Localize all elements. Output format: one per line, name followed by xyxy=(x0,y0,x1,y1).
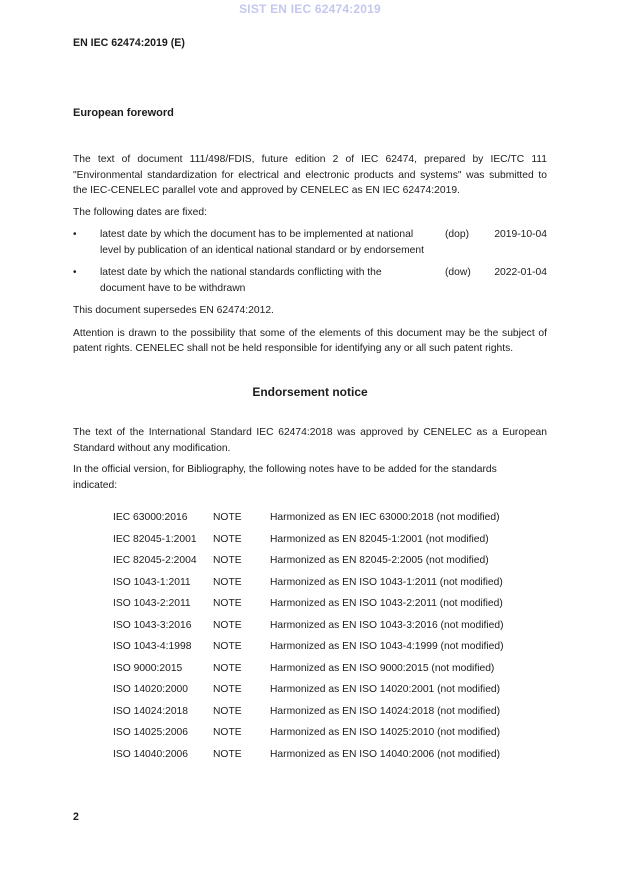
note-row xyxy=(113,510,547,526)
note-harmonized: Harmonized as EN ISO 14040:2006 (not modified) xyxy=(270,748,501,760)
paragraph-line: the IEC-CENELEC parallel vote and approved by CENELEC as EN IEC 62474:2019. xyxy=(73,185,460,196)
paragraph-line: The text of document 111/498/FDIS, future edition 2 of IEC 62474, prepared by IEC/TC 111 xyxy=(73,154,547,165)
note-standard: ISO 14025:2006 xyxy=(113,727,188,738)
sist-watermark-header: SIST EN IEC 62474:2019 xyxy=(239,2,381,16)
paragraph-line: Standard without any modification. xyxy=(73,442,231,454)
note-row xyxy=(113,532,547,548)
note-harmonized: Harmonized as EN ISO 1043-2:2011 (not modified) xyxy=(270,598,503,609)
note-row xyxy=(113,704,547,720)
note-standard: IEC 82045-2:2004 xyxy=(113,555,197,566)
note-harmonized: Harmonized as EN ISO 1043-1:2011 (not modified) xyxy=(270,576,503,588)
document-reference: EN IEC 62474:2019 (E) xyxy=(73,37,185,49)
dow-description xyxy=(100,265,445,296)
note-row xyxy=(113,553,547,569)
bullet-icon: • xyxy=(73,229,77,240)
paragraph-line: level by publication of an identical national standard or by endorsement xyxy=(100,244,424,256)
note-harmonized: Harmonized as EN ISO 1043-3:2016 (not modified) xyxy=(270,619,504,631)
note-label: NOTE xyxy=(213,662,242,674)
note-row xyxy=(113,575,547,591)
bibliography-notes-paragraph xyxy=(73,462,547,493)
paragraph-line: "Environmental standardization for electrical and electronic products and systems" was submitted to xyxy=(73,169,547,181)
note-harmonized: Harmonized as EN ISO 14025:2010 (not modified) xyxy=(270,727,501,738)
patent-rights-paragraph xyxy=(73,326,547,357)
note-label: NOTE xyxy=(213,705,242,717)
note-standard: ISO 1043-1:2011 xyxy=(113,576,191,588)
dop-label: (dop) xyxy=(445,229,470,240)
note-row xyxy=(113,639,547,655)
note-standard: ISO 1043-2:2011 xyxy=(113,598,191,609)
note-standard: ISO 14040:2006 xyxy=(113,748,188,760)
note-row xyxy=(113,682,547,698)
note-standard: ISO 14024:2018 xyxy=(113,705,188,717)
harmonized-notes-list xyxy=(113,510,547,762)
dow-label: (dow) xyxy=(445,267,471,278)
fixed-dates-intro: The following dates are fixed: xyxy=(73,206,207,218)
foreword-intro-paragraph xyxy=(73,152,547,199)
note-label: NOTE xyxy=(213,748,242,760)
note-label: NOTE xyxy=(213,619,242,631)
paragraph-line: Attention is drawn to the possibility that some of the elements of this document may be the subject of xyxy=(73,327,547,339)
note-standard: ISO 1043-3:2016 xyxy=(113,619,192,631)
note-label: NOTE xyxy=(213,684,242,695)
note-standard: IEC 82045-1:2001 xyxy=(113,533,197,545)
note-harmonized: Harmonized as EN 82045-2:2005 (not modified) xyxy=(270,555,489,566)
foreword-heading: European foreword xyxy=(73,106,174,119)
paragraph-line: patent rights. CENELEC shall not be held responsible for identifying any or all such patent rights. xyxy=(73,343,514,354)
endorsement-approval-paragraph xyxy=(73,425,547,456)
paragraph-line: latest date by which the document has to be implemented at national xyxy=(100,229,414,240)
note-standard: IEC 63000:2016 xyxy=(113,512,188,523)
dop-date-item xyxy=(73,227,547,258)
note-harmonized: Harmonized as EN ISO 14024:2018 (not modified) xyxy=(270,705,501,717)
dow-date-item xyxy=(73,265,547,296)
dop-description xyxy=(100,227,445,258)
note-row xyxy=(113,747,547,763)
note-harmonized: Harmonized as EN IEC 63000:2018 (not modified) xyxy=(270,512,500,523)
dop-date: 2019-10-04 xyxy=(494,229,547,240)
note-label: NOTE xyxy=(213,727,242,738)
note-label: NOTE xyxy=(213,512,242,523)
paragraph-line: indicated: xyxy=(73,479,118,491)
note-row xyxy=(113,661,547,677)
paragraph-line: In the official version, for Bibliography, the following notes have to be added for the standards xyxy=(73,464,497,475)
note-standard: ISO 9000:2015 xyxy=(113,662,183,674)
note-label: NOTE xyxy=(213,533,242,545)
note-harmonized: Harmonized as EN ISO 9000:2015 (not modified) xyxy=(270,662,495,674)
paragraph-line: The text of the International Standard IEC 62474:2018 was approved by CENELEC as a European xyxy=(73,427,547,438)
note-row xyxy=(113,725,547,741)
note-label: NOTE xyxy=(213,555,242,566)
note-label: NOTE xyxy=(213,641,242,652)
paragraph-line: document have to be withdrawn xyxy=(100,282,246,294)
note-harmonized: Harmonized as EN 82045-1:2001 (not modified) xyxy=(270,533,489,545)
endorsement-heading: Endorsement notice xyxy=(252,384,368,399)
paragraph-line: latest date by which the national standards conflicting with the xyxy=(100,267,382,278)
note-harmonized: Harmonized as EN ISO 1043-4:1999 (not modified) xyxy=(270,641,504,652)
bullet-icon: • xyxy=(73,267,77,278)
note-row xyxy=(113,618,547,634)
dow-date: 2022-01-04 xyxy=(494,267,547,278)
note-standard: ISO 14020:2000 xyxy=(113,684,188,695)
note-harmonized: Harmonized as EN ISO 14020:2001 (not modified) xyxy=(270,684,501,695)
note-standard: ISO 1043-4:1998 xyxy=(113,641,192,652)
note-label: NOTE xyxy=(213,598,242,609)
supersedes-statement: This document supersedes EN 62474:2012. xyxy=(73,305,274,316)
note-row xyxy=(113,596,547,612)
note-label: NOTE xyxy=(213,576,242,588)
page-number: 2 xyxy=(73,811,79,823)
